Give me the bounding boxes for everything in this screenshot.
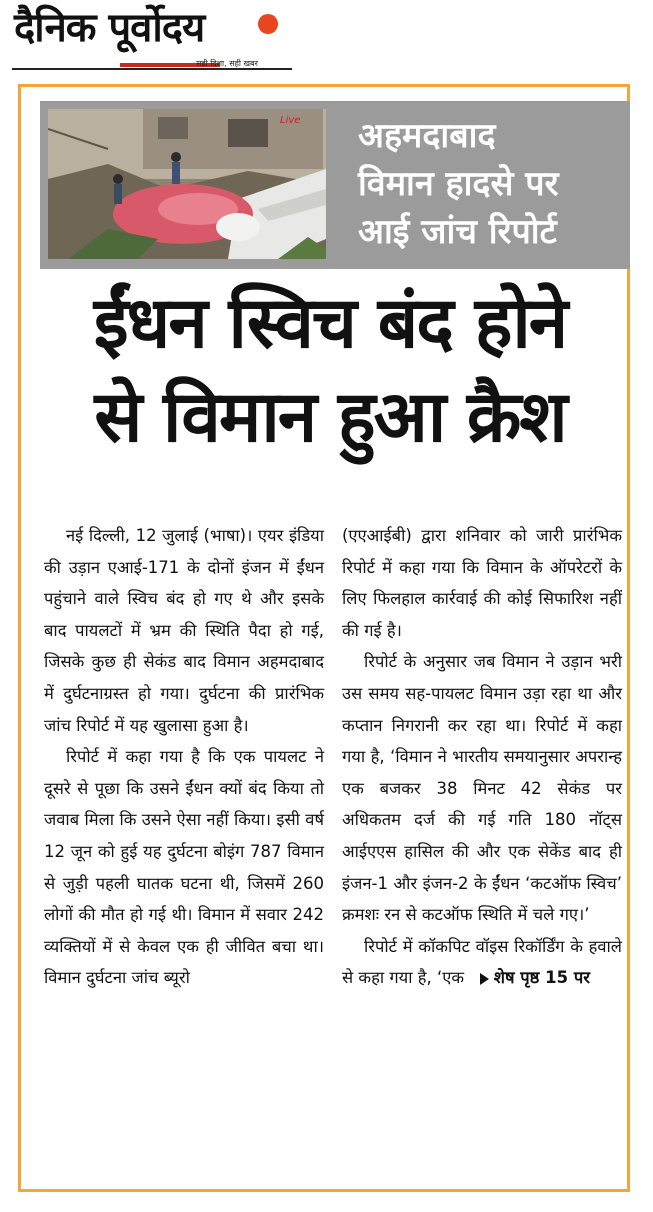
crash-photo [48, 109, 326, 259]
headline-line: ईंधन स्विच बंद होने [93, 281, 567, 364]
article-last-text: रिपोर्ट में कॉकपिट वॉइस रिकॉर्डिंग के हवाले से कहा गया है, ‘एक [342, 936, 622, 988]
kicker-line: अहमदाबाद [358, 116, 496, 156]
continued-on-page[interactable] [480, 968, 590, 987]
newspaper-logo: दैनिक पूर्वोदय [14, 5, 205, 51]
article-paragraph: (एएआईबी) द्वारा शनिवार को जारी प्रारंभिक रिपोर्ट में कहा गया कि विमान के ऑपरेटरों के लिए फिलहाल कार्रवाई की कोई सिफारिश नहीं की गई है। [342, 526, 622, 640]
article-paragraph: रिपोर्ट के अनुसार जब विमान ने उड़ान भरी उस समय सह-पायलट विमान उड़ा रहा था और कप्तान निगरानी कर रहा था। रिपोर्ट में कहा गया है, ‘विमान ने भारतीय समयानुसार अपरान्ह एक बजकर 38 मिनट 42 सेकंड पर अधिकतम दर्ज की गई गति 180 नॉट्स आईएएस हासिल की और एक सेकेंड बाद ही इंजन-1 और इंजन-2 के ईंधन ‘कटऑफ स्विच’ क्रमशः रन से कटऑफ स्थिति में चले गए।’ [342, 652, 622, 925]
kicker-text [358, 112, 628, 256]
triangle-right-icon [480, 973, 489, 985]
article-paragraph-last [342, 931, 622, 994]
headline [30, 276, 630, 464]
article-column-left [44, 520, 324, 994]
article-column-right [342, 520, 622, 994]
logo-dot-icon [258, 14, 278, 34]
article-paragraph: रिपोर्ट में कहा गया है कि एक पायलट ने दूसरे से पूछा कि उसने ईंधन क्यों बंद किया तो जवाब मिला कि उसने ऐसा नहीं किया। इसी वर्ष 12 जून को हुई यह दुर्घटना बोइंग 787 विमान से जुड़ी पहली घातक घटना थी, जिसमें 260 लोगों की मौत हो गई थी। विमान में सवार 242 व्यक्तियों में से केवल एक ही जीवित बचा था। विमान दुर्घटना जांच ब्यूरो [44, 747, 324, 988]
article-paragraph: नई दिल्ली, 12 जुलाई (भाषा)। एयर इंडिया की उड़ान एआई-171 के दोनों इंजन में ईंधन पहुंचाने वाले स्विच बंद हो गए थे और इसके बाद पायलटों में भ्रम की स्थिति पैदा हो गई, जिसके कुछ ही सेकंड बाद विमान अहमदाबाद में दुर्घटनाग्रस्त हो गया। दुर्घटना की प्रारंभिक जांच रिपोर्ट में यह खुलासा हुआ है। [44, 526, 324, 735]
masthead [0, 0, 653, 80]
kicker-line: आई जांच रिपोर्ट [358, 212, 557, 252]
continued-label: शेष पृष्ठ 15 पर [493, 968, 590, 988]
masthead-tagline: सही दिशा, सही खबर [196, 59, 258, 68]
svg-text:Live: Live [280, 115, 301, 126]
headline-line: से विमान हुआ क्रैश [94, 375, 566, 458]
kicker-line: विमान हादसे पर [358, 164, 559, 204]
